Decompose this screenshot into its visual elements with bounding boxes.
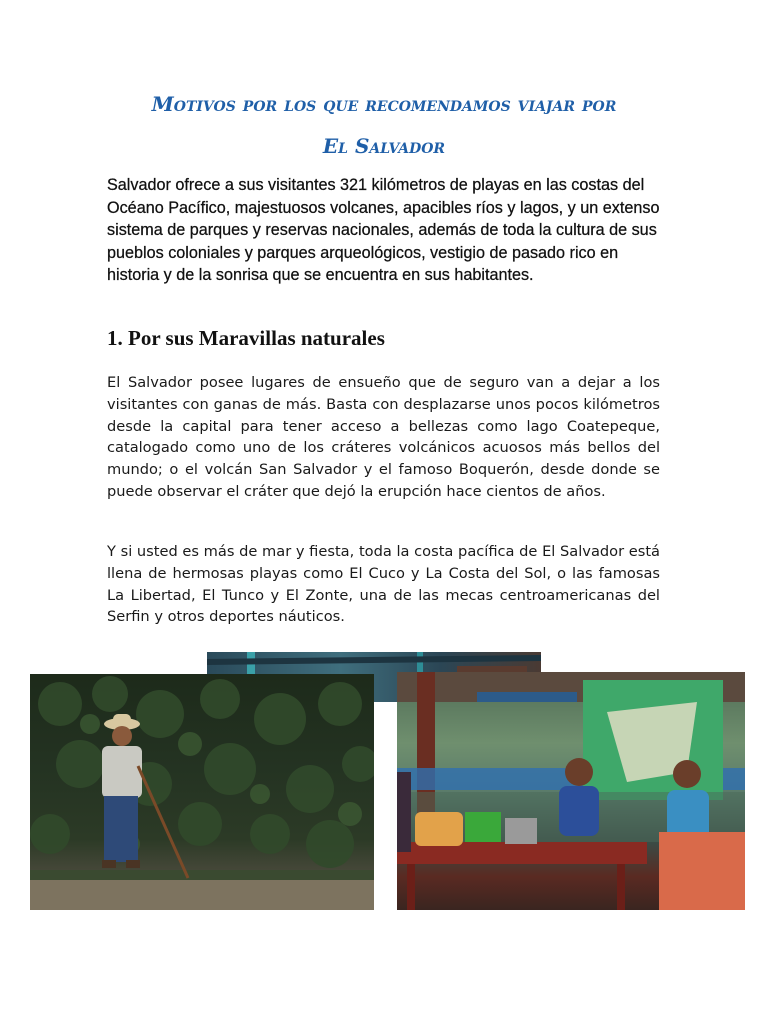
body-paragraph-2: Y si usted es más de mar y fiesta, toda la costa pacífica de El Salvador está llena de hermosas playas como El Cuco y La Costa del Sol, o las famosas La Libertad, El Tunco y El Zonte, una de las mecas centroamericanas del Serfin y otros deportes náuticos. [107,543,660,626]
body-paragraph-1: El Salvador posee lugares de ensueño que de seguro van a dejar a los visitantes con ganas de más. Basta con desplazarse unos pocos kilómetros desde la capital para tener acceso a bellezas como lago Coatepeque, catalogado como uno de los cráteres volcánicos acuosos más bellos del mundo; o el volcán San Salvador y el famoso Boquerón, desde donde se puede observar el cráter que dejó la erupción hace cientos de años. [107,374,660,500]
market-photo [397,672,745,910]
document-title-line-1: Motivos por los que recomendamos viajar por [151,92,617,116]
farmer-photo [30,674,374,910]
intro-paragraph: Salvador ofrece a sus visitantes 321 kilómetros de playas en las costas del Océano Pacífico, majestuosos volcanes, apacibles ríos y lagos, y un extenso sistema de parques y reservas nacionales, además de toda la cultura de sus pueblos coloniales y parques arqueológicos, vestigio de pasado rico en historia y de la sonrisa que se encuentra en sus habitantes. [107,176,660,285]
section-heading: 1. Por sus Maravillas naturales [107,326,385,350]
document-title-line-2: El Salvador [322,134,446,158]
